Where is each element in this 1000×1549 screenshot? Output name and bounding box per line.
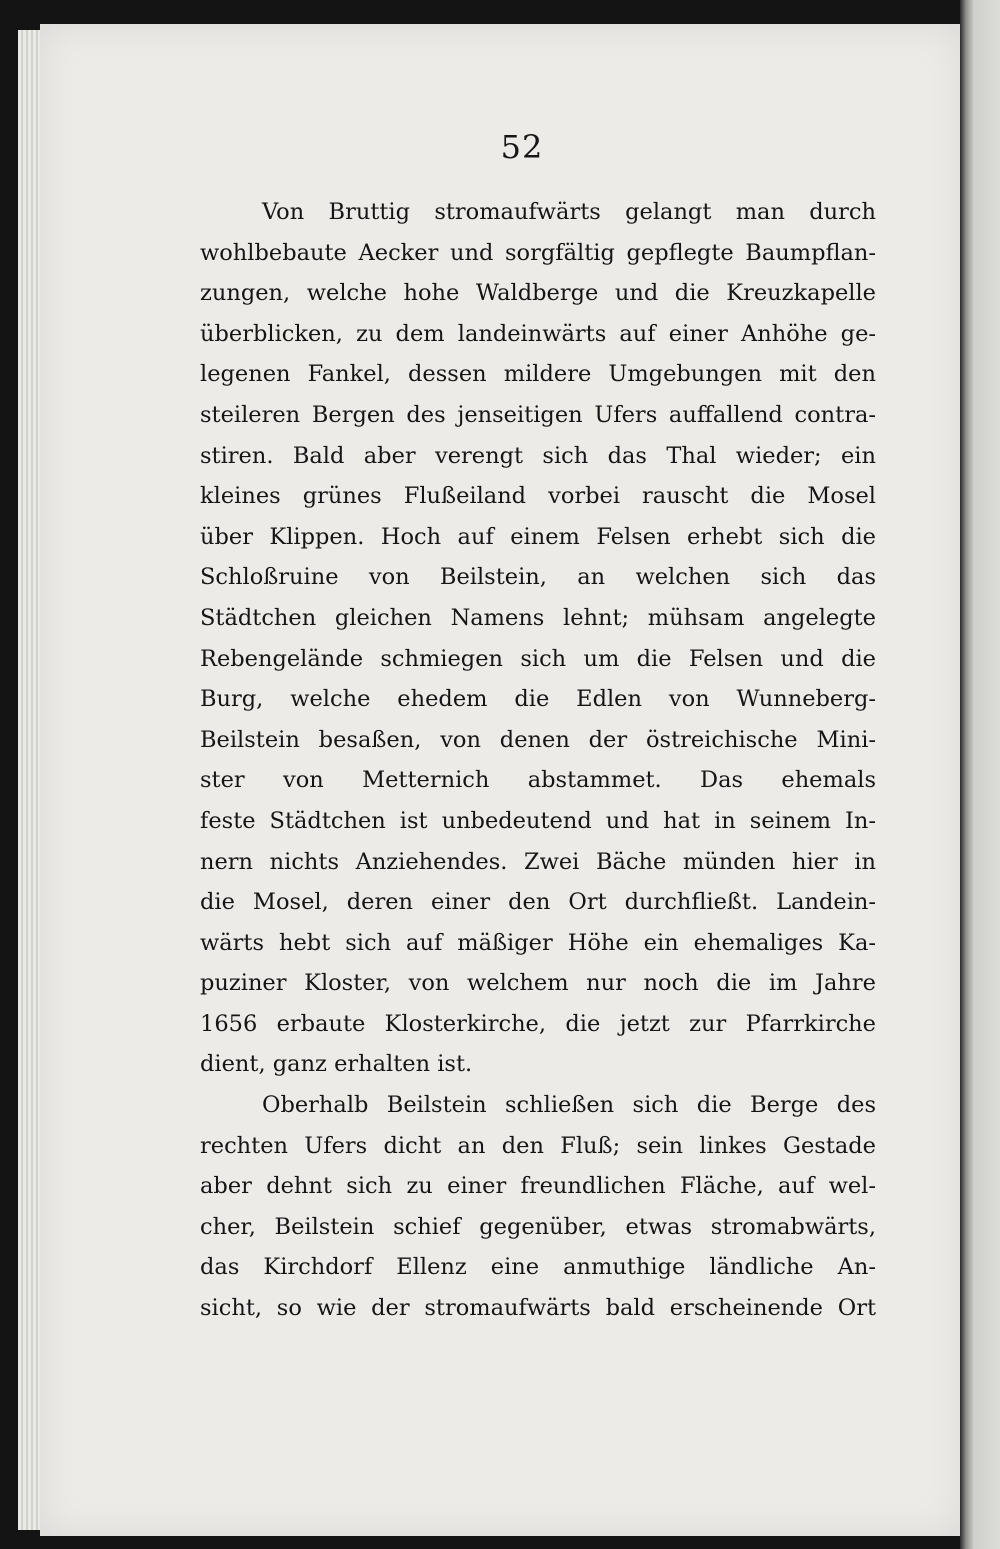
text-line: steileren Bergen des jenseitigen Ufers auffallend contra-	[200, 401, 876, 428]
text-line: die Mosel, deren einer den Ort durchfließt. Landein-	[200, 889, 876, 916]
text-line: cher, Beilstein schief gegenüber, etwas stromabwärts,	[200, 1213, 876, 1240]
text-line: puziner Kloster, von welchem nur noch die im Jahre	[200, 970, 876, 997]
text-line: überblicken, zu dem landeinwärts auf einer Anhöhe ge-	[200, 320, 876, 347]
text-line: aber dehnt sich zu einer freundlichen Fläche, auf wel-	[200, 1173, 876, 1200]
text-line: Oberhalb Beilstein schließen sich die Berge des	[262, 1092, 876, 1119]
text-line: Beilstein besaßen, von denen der östreichische Mini-	[200, 726, 876, 753]
text-line: feste Städtchen ist unbedeutend und hat in seinem In-	[200, 807, 876, 834]
text-line: nern nichts Anziehendes. Zwei Bäche münden hier in	[200, 848, 876, 875]
text-line: zungen, welche hohe Waldberge und die Kreuzkapelle	[200, 280, 876, 307]
text-line: ster von Metternich abstammet. Das ehemals	[200, 767, 876, 794]
text-line: stiren. Bald aber verengt sich das Thal wieder; ein	[200, 442, 876, 469]
text-line: über Klippen. Hoch auf einem Felsen erhebt sich die	[200, 523, 876, 550]
text-line: Burg, welche ehedem die Edlen von Wunneberg-	[200, 686, 876, 713]
text-line: wohlbebaute Aecker und sorgfältig gepflegte Baumpflan-	[200, 239, 876, 266]
text-line: kleines grünes Flußeiland vorbei rauscht die Mosel	[200, 483, 876, 510]
text-line: das Kirchdorf Ellenz eine anmuthige ländliche An-	[200, 1254, 876, 1281]
text-line: Rebengelände schmiegen sich um die Felsen und die	[200, 645, 876, 672]
text-line: wärts hebt sich auf mäßiger Höhe ein ehemaliges Ka-	[200, 929, 876, 956]
text-line: dient, ganz erhalten ist.	[200, 1051, 473, 1078]
text-line: Schloßruine von Beilstein, an welchen sich das	[200, 564, 876, 591]
text-line: Von Bruttig stromaufwärts gelangt man durch	[262, 199, 876, 225]
text-line: legenen Fankel, dessen mildere Umgebungen mit den	[200, 361, 876, 388]
body-text	[200, 192, 876, 1329]
page-number: 52	[500, 128, 544, 166]
facing-page-edge	[960, 0, 1000, 1549]
text-line: sicht, so wie der stromaufwärts bald erscheinende Ort	[200, 1295, 876, 1322]
text-line: Städtchen gleichen Namens lehnt; mühsam angelegte	[200, 604, 876, 631]
text-line: rechten Ufers dicht an den Fluß; sein linkes Gestade	[200, 1132, 876, 1159]
text-line: 1656 erbaute Klosterkirche, die jetzt zur Pfarrkirche	[200, 1010, 876, 1037]
